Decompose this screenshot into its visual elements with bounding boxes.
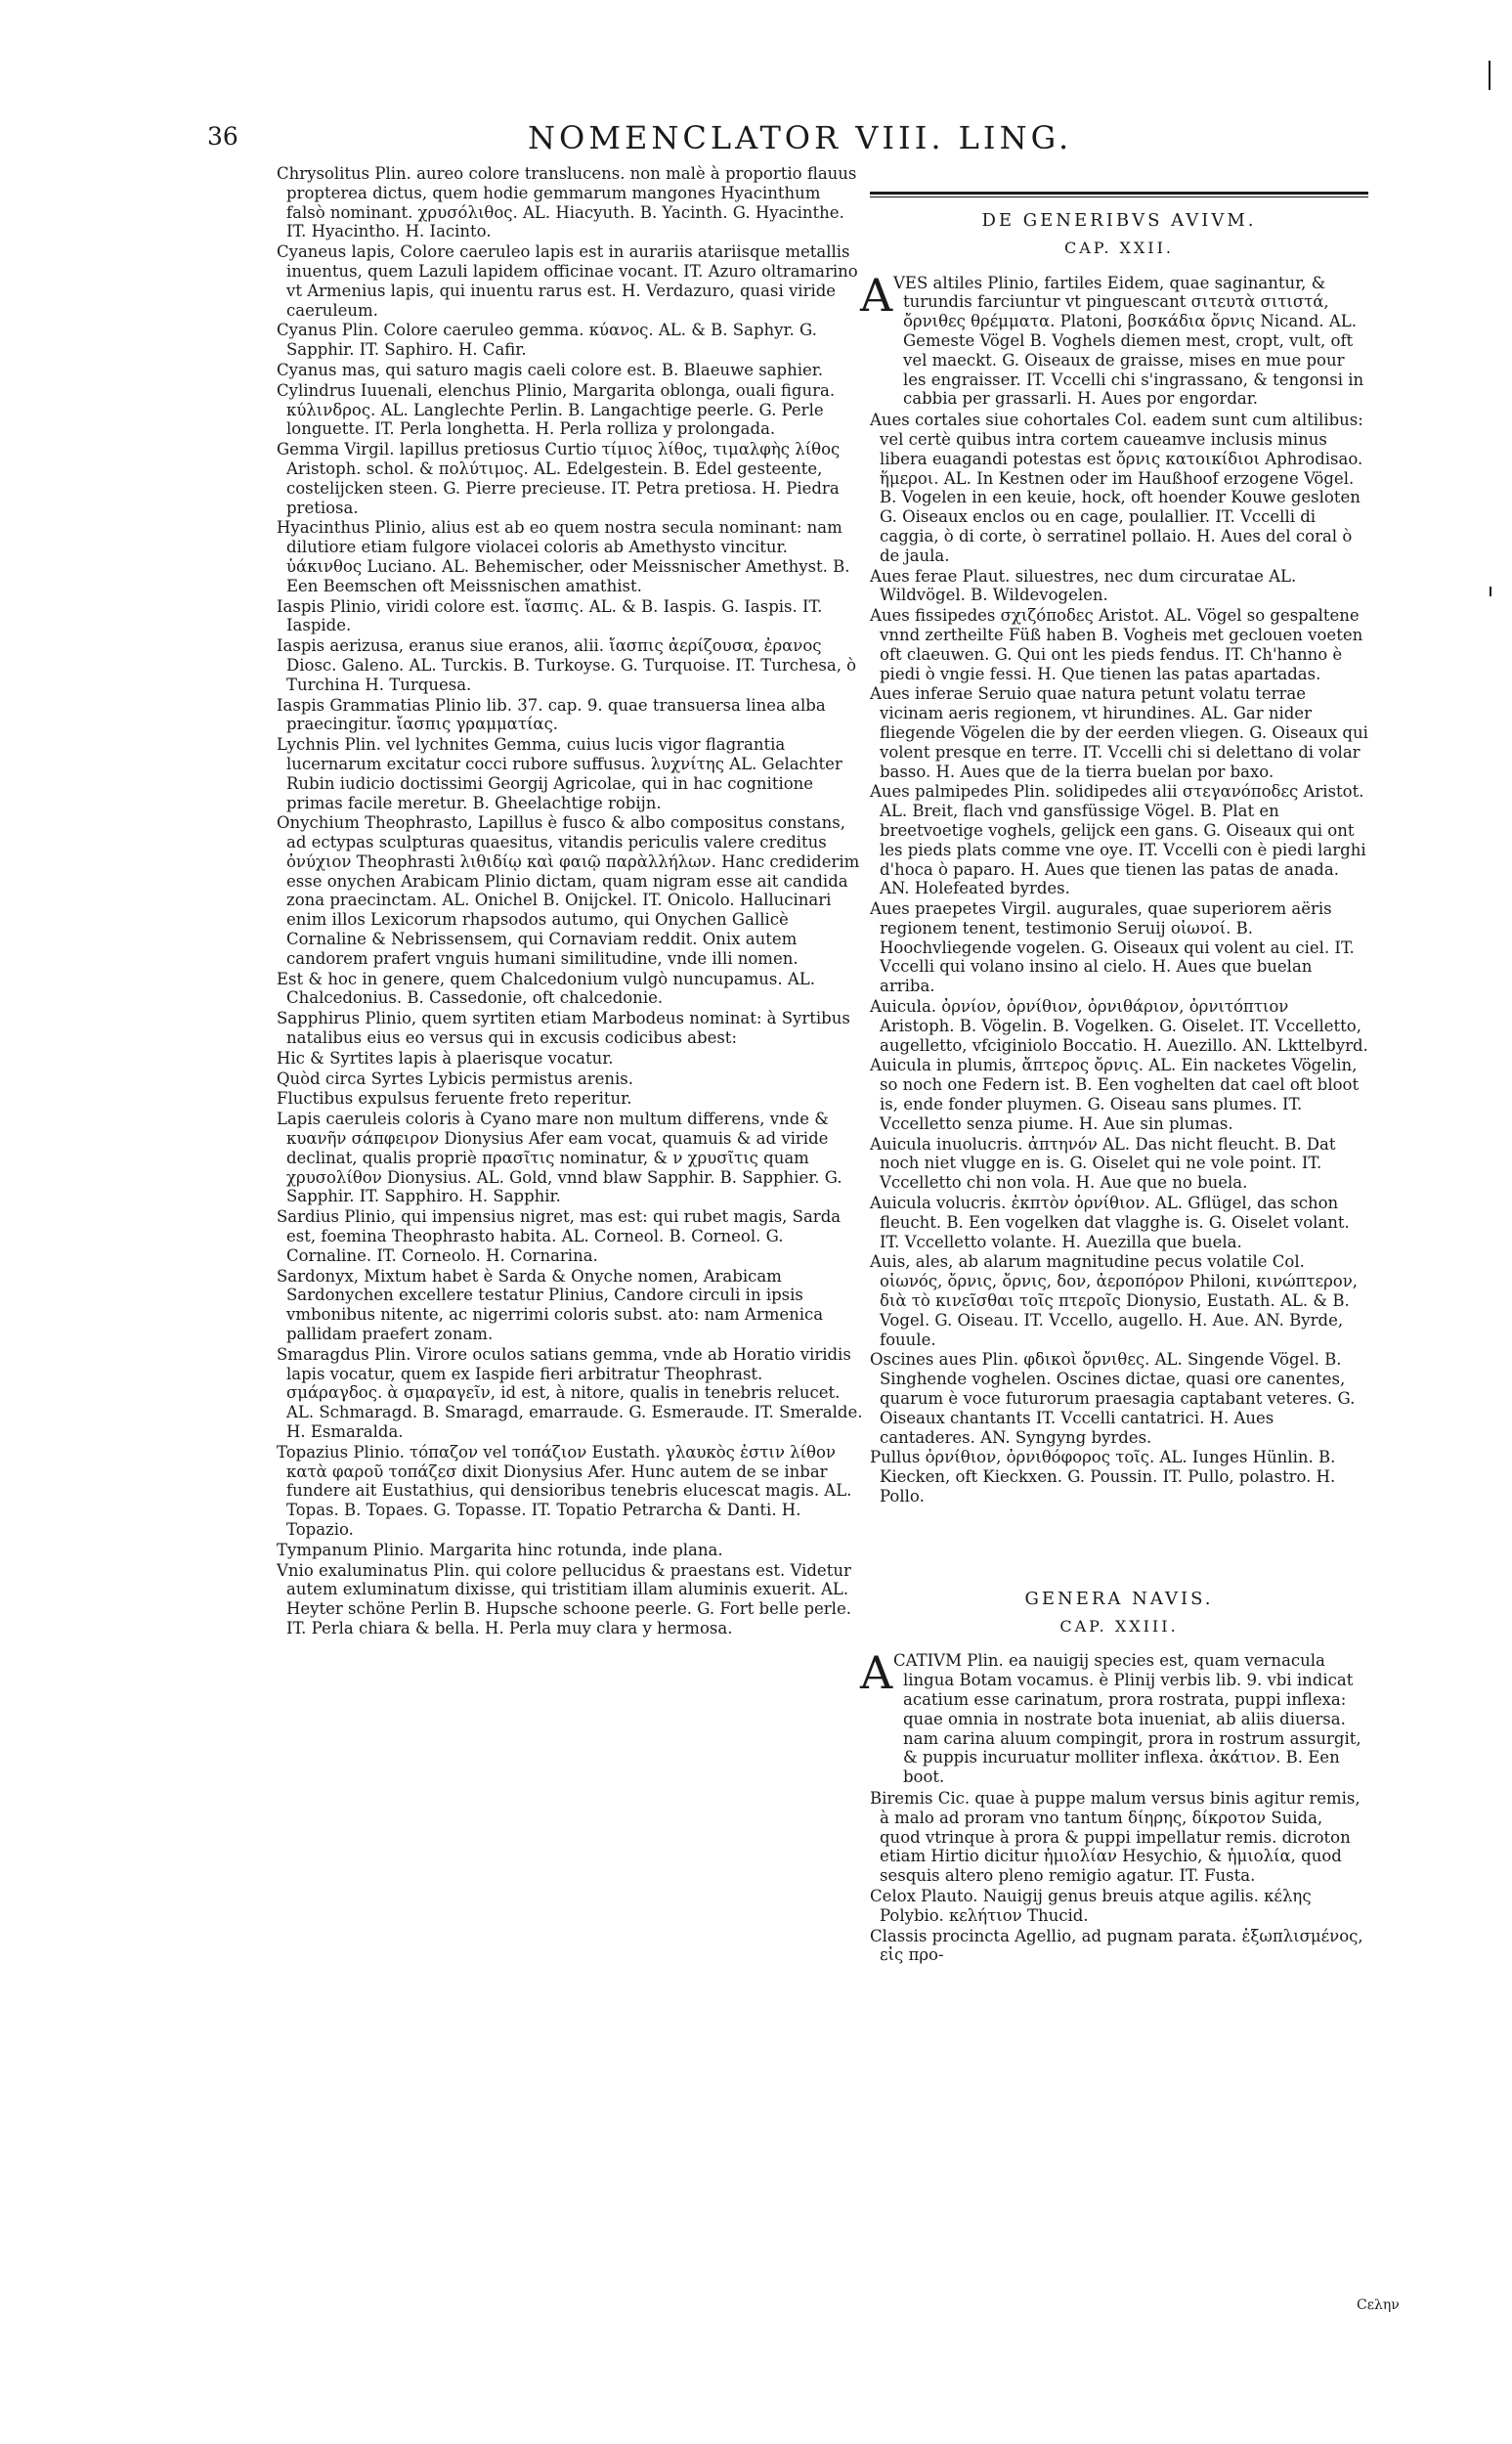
dictionary-entry: Aues fissipedes σχιζόποδες Aristot. AL. Vögel so gespaltene vnnd zertheilte Füß haben B. Vogheis met geclouen voeten oft claeuwen. G. Qui ont les pieds fendus. IT. Ch'hanno è piedi ò vngie fessi. H. Que tienen las patas apartadas. [870,606,1363,683]
lead-entry-text: VES altiles Plinio, fartiles Eidem, quae saginantur, & turundis farciuntur vt pinguescant σιτευτὰ σιτιστά, ὄρνιθες θρέμματα. Platoni, βοσκάδια ὄρνις Nicand. AL. Gemeste Vögel B. Voghels diemen mest, cropt, vult, oft vel maeckt. G. Oiseaux de graisse, mises en mue pour les engraisser. IT. Vccelli chi s'ingrassano, & tengonsi in cabbia per grassarli. H. Aues por engordar. [893,273,1364,409]
dictionary-entry: Sardius Plinio, qui impensius nigret, mas est: qui rubet magis, Sarda est, foemina Theophrasto habita. AL. Corneol. B. Corneol. G. Cornaline. IT. Corneolo. H. Cornarina. [277,1207,842,1265]
lead-entry-text: CATIVM Plin. ea nauigij species est, quam vernacula lingua Botam vocamus. è Plinij verbis lib. 9. vbi indicat acatium esse carinatum, prora rostrata, puppi inflexa: quae omnia in nostrate bota inueniat, ab aliis diuersa. nam carina aluum compingit, prora in rostrum assurgit, & puppis incuruatur molliter inflexa. ἀκάτιον. B. Een boot. [893,1651,1361,1787]
section-heading-birds: DE GENERIBVS AVIVM. [981,210,1257,231]
dictionary-entry: Auicula in plumis, ἄπτερος ὄρνις. AL. Ein nacketes Vögelin, so noch one Federn ist. B. Een voghelten dat cael oft bloot is, ende fonder pluymen. G. Oiseau sans plumes. IT. Vccelletto senza piume. H. Aue sin plumas. [870,1056,1360,1133]
dictionary-entry: Sardonyx, Mixtum habet è Sarda & Onyche nomen, Arabicam Sardonychen excellere testatur Plinius, Candore circuli in ipsis vmbonibus nitente, ac nigerrimi coloris subst. ato: nam Armenica pallidam praefert zonam. [277,1266,824,1344]
chapter-number: CAP. XXIII. [1059,1616,1179,1636]
section-rule-thin [870,196,1368,197]
running-title: NOMENCLATOR VIII. LING. [528,119,1073,156]
dictionary-entry: Aues palmipedes Plin. solidipedes alii στεγανόποδες Aristot. AL. Breit, flach vnd gansfüssige Vögel. B. Plat en breetvoetige voghels, gelijck een gans. G. Oiseaux qui ont les pieds plats comme vne oye. IT. Vccelli con è piedi larghi d'hoca ò paparo. H. Aues que tienen las patas de anada. AN. Holefeated byrdes. [870,782,1366,898]
margin-mark [1489,61,1490,90]
dictionary-entry: Lychnis Plin. vel lychnites Gemma, cuius lucis vigor flagrantia lucernarum excitatur cocci rubore suffusus. λυχνίτης AL. Gelachter Rubin iudicio doctissimi Georgij Agricolae, qui in hac cognitione primas facile meretur. B. Gheelachtige robijn. [277,735,842,812]
dictionary-entry: Auicula. ὀρνίον, ὀρνίθιον, ὀρνιθάριον, ὀρνιτόπτιον Aristoph. B. Vögelin. B. Vogelken. G. Oiselet. IT. Vccelletto, augelletto, vfciginiolo Boccatio. H. Auezillo. AN. Lkttelbyrd. [870,997,1368,1055]
dictionary-entry: Iaspis Plinio, viridi colore est. ἴασπις. AL. & B. Iaspis. G. Iaspis. IT. Iaspide. [277,596,823,635]
dictionary-entry: Gemma Virgil. lapillus pretiosus Curtio τίμιος λίθος, τιμαλφὴς λίθος Aristoph. schol. & πολύτιμος. AL. Edelgestein. B. Edel gesteente, costelijcken steen. G. Pierre precieuse. IT. Petra pretiosa. H. Piedra pretiosa. [277,440,841,517]
dictionary-entry: Hyacinthus Plinio, alius est ab eo quem nostra secula nominant: nam dilutiore etiam fulgore violacei coloris ab Amethysto vincitur. ὑάκινθος Luciano. AL. Behemischer, oder Meissnischer Amethyst. B. Een Beemschen oft Meissnischen amathist. [277,518,850,595]
section-gap [870,1507,1368,1576]
dictionary-entry: Cyanus Plin. Colore caeruleo gemma. κύανος. AL. & B. Saphyr. G. Sapphir. IT. Saphiro. H. Cafir. [277,321,817,360]
right-column [860,164,1368,1966]
dictionary-entry: Lapis caeruleis coloris à Cyano mare non multum differens, vnde & κυανῆν σάπφειρον Dionysius Afer eam vocat, quamuis & ad viride declinat, qualis propriè πρασῖτις nominatur, & ν χρυσῖτις quam χρυσολίθον Dionysius. AL. Gold, vnnd blaw Sapphir. B. Sapphier. G. Sapphir. IT. Sapphiro. H. Sapphir. [277,1110,842,1206]
verse-line: Hic & Syrtites lapis à plaerisque vocatur. [277,1048,614,1068]
initial-letter: A [860,1646,893,1700]
lead-entry [860,1646,1368,1787]
verse-line: Quòd circa Syrtes Lybicis permistus arenis. [277,1069,633,1088]
lead-entry [860,268,1368,410]
page-number: 36 [207,122,238,151]
dictionary-entry: Oscines aues Plin. φδικοὶ ὄρνιθες. AL. Singende Vögel. B. Singhende voghelen. Oscines dictae, quasi ore canentes, quarum è voce futurorum praesagia captabant veteres. G. Oiseaux chantants IT. Vccelli cantatrici. H. Aues cantaderes. AN. Syngyng byrdes. [870,1350,1356,1447]
dictionary-entry: Chrysolitus Plin. aureo colore translucens. non malè à proportio flauus propterea dictus, quem hodie gemmarum mangones Hyacinthum falsò nominant. χρυσόλιθος. AL. Hiacyuth. B. Yacinth. G. Hyacinthe. IT. Hyacintho. H. Iacinto. [277,164,857,241]
dictionary-entry: Aues inferae Seruio quae natura petunt volatu terrae vicinam aeris regionem, vt hirundines. AL. Gar nider fliegende Vögelen die by der eerden vliegen. G. Oiseaux qui volent presque en terre. IT. Vccelli chi si delettano di volar basso. H. Aues que de la tierra buelan por baxo. [870,684,1368,781]
dictionary-entry: Celox Plauto. Nauigij genus breuis atque agilis. κέλης Polybio. κελήτιον Thucid. [870,1886,1312,1925]
verse-line: Fluctibus expulsus feruente freto reperitur. [277,1089,632,1109]
dictionary-entry: Tympanum Plinio. Margarita hinc rotunda, inde plana. [277,1540,723,1559]
section-heading-ships: GENERA NAVIS. [1024,1588,1214,1609]
dictionary-entry: Vnio exaluminatus Plin. qui colore pellucidus & praestans est. Videtur autem exluminatum dixisse, qui tristitiam illam aluminis exuerit. AL. Heyter schöne Perlin B. Hupsche schoone peerle. G. Fort belle perle. IT. Perla chiara & bella. H. Perla muy clara y hermosa. [277,1560,851,1637]
dictionary-entry: Smaragdus Plin. Virore oculos satians gemma, vnde ab Horatio viridis lapis vocatur, quem ex Iaspide fieri arbitratur Theophrast. σμάραγδος. ὰ σμαραγεῖν, id est, à nitore, qualis in tenebris relucet. AL. Schmaragd. B. Smaragd, emarraude. G. Esmeraude. IT. Smeralde. H. Esmaralda. [277,1344,863,1441]
initial-letter: A [860,268,893,322]
dictionary-entry: Topazius Plinio. τόπαζον vel τοπάζιον Eustath. γλαυκὸς ἐστιν λίθον κατὰ φαροῦ τοπάζεσ dixit Dionysius Afer. Hunc autem de se inbar fundere ait Eustathius, qui densioribus tenebris elucescat magis. AL. Topas. B. Topaes. G. Topasse. IT. Topatio Petrarcha & Danti. H. Topazio. [277,1442,852,1539]
dictionary-entry: Sapphirus Plinio, quem syrtiten etiam Marbodeus nominat: à Syrtibus natalibus eius eo versus qui in excusis codicibus abest: [277,1009,850,1048]
section-rule [870,192,1368,195]
dictionary-entry: Onychium Theophrasto, Lapillus è fusco & albo compositus constans, ad ectypas sculpturas quaesitus, vitandis periculis valere creditus ὀνύχιον Theophrasti λιθιδίῳ καὶ φαιῷ παρὰλλήλων. Hanc crediderim esse onychen Arabicam Plinio dictam, quam nigram esse ait candida zona praecinctam. AL. Onichel B. Onijckel. IT. Onicolo. Hallucinari enim illos Lexicorum rhapsodos autumo, qui Onychen Gallicè Cornaline & Nebrissensem, qui Cornaviam reddit. Onix autem candorem prafert vnguis humani similitudine, vnde illi nomen. [277,813,860,968]
left-column [277,164,863,1639]
dictionary-entry: Cylindrus Iuuenali, elenchus Plinio, Margarita oblonga, ouali figura. κύλινδρος. AL. Langlechte Perlin. B. Langachtige peerle. G. Perle longuette. IT. Perla longhetta. H. Perla rolliza y prolongada. [277,380,836,439]
dictionary-entry: Auicula volucris. ἐκπτὸν ὀρνίθιον. AL. Gflügel, das schon fleucht. B. Een vogelken dat vlagghe is. G. Oiselet volant. IT. Vccelletto volante. H. Auezilla que buela. [870,1194,1350,1251]
chapter-number: CAP. XXII. [1064,238,1174,257]
dictionary-entry: Est & hoc in genere, quem Chalcedonium vulgò nuncupamus. AL. Chalcedonius. B. Cassedonie, oft chalcedonie. [277,969,815,1008]
dictionary-entry: Auis, ales, ab alarum magnitudine pecus volatile Col. οἰωνός, ὄρνις, ὄρνις, δον, ἀεροπόρον Philoni, κινώπτερον, διὰ τὸ κινεῖσθαι τοῖς πτεροῖς Dionysio, Eustath. AL. & B. Vogel. G. Oiseau. IT. Vccello, augello. H. Aue. AN. Byrde, fouule. [870,1252,1358,1349]
dictionary-entry: Iaspis aerizusa, eranus siue eranos, alii. ἴασπις ἀερίζουσα, ἐρανος Diosc. Galeno. AL. Turckis. B. Turkoyse. G. Turquoise. IT. Turchesa, ò Turchina H. Turquesa. [277,636,857,694]
dictionary-entry: Cyaneus lapis, Colore caeruleo lapis est in aurariis atariisque metallis inuentus, quem Lazuli lapidem officinae vocant. IT. Azuro oltramarino vt Armenius lapis, qui inuentu rarus est. H. Verdazuro, quasi viride caeruleum. [277,242,858,320]
dictionary-entry: Aues ferae Plaut. siluestres, nec dum circuratae AL. Wildvögel. B. Wildevogelen. [870,566,1297,605]
catchword: Cελην [1357,2297,1400,2313]
dictionary-entry: Aues praepetes Virgil. augurales, quae superiorem aëris regionem tenent, testimonio Seruij οἰωνοί. B. Hoochvliegende vogelen. G. Oiseaux qui volent au ciel. IT. Vccelli qui volano insino al cielo. H. Aues que buelan arriba. [870,899,1355,996]
dictionary-entry: Aues cortales siue cohortales Col. eadem sunt cum altilibus: vel certè quibus intra cortem caueamve inclusis minus libera euagandi potestas est ὄρνις κατοικίδιοι Aphrodisao. ἥμεροι. AL. In Kestnen oder im Haußhoof erzogene Vögel. B. Vogelen in een keuie, hock, oft hoender Kouwe gesloten G. Oiseaux enclos ou en cage, poulallier. IT. Vccelli di caggia, ò di corte, ò serratinel pollaio. H. Aues del coral ò de jaula. [870,411,1363,565]
dictionary-entry: Biremis Cic. quae à puppe malum versus binis agitur remis, à malo ad proram vno tantum δίηρης, δίκροτον Suida, quod vtrinque à prora & puppi impellatur remis. dicroton etiam Hirtio dicitur ἡμιολίαν Hesychio, & ἡμιολία, quod sesquis altero pleno remigio agatur. IT. Fusta. [870,1788,1361,1886]
dictionary-entry: Classis procincta Agellio, ad pugnam parata. ἐξωπλισμένος, εἰς προ- [870,1926,1363,1965]
dictionary-entry: Iaspis Grammatias Plinio lib. 37. cap. 9. quae transuersa linea alba praecingitur. ἴασπις γραμματίας. [277,695,826,734]
dictionary-entry: Auicula inuolucris. ἀπτηνόν AL. Das nicht fleucht. B. Dat noch niet vlugge en is. G. Oiselet qui ne vole point. IT. Vccelletto chi non vola. H. Aue que no buela. [870,1134,1336,1193]
dictionary-entry: Cyanus mas, qui saturo magis caeli colore est. B. Blaeuwe saphier. [277,360,824,379]
margin-mark-small [1490,587,1491,596]
dictionary-entry: Pullus ὀρνίθιον, ὀρνιθόφορος τοῖς. AL. Iunges Hünlin. B. Kiecken, oft Kieckxen. G. Poussin. IT. Pullo, polastro. H. Pollo. [870,1448,1336,1506]
